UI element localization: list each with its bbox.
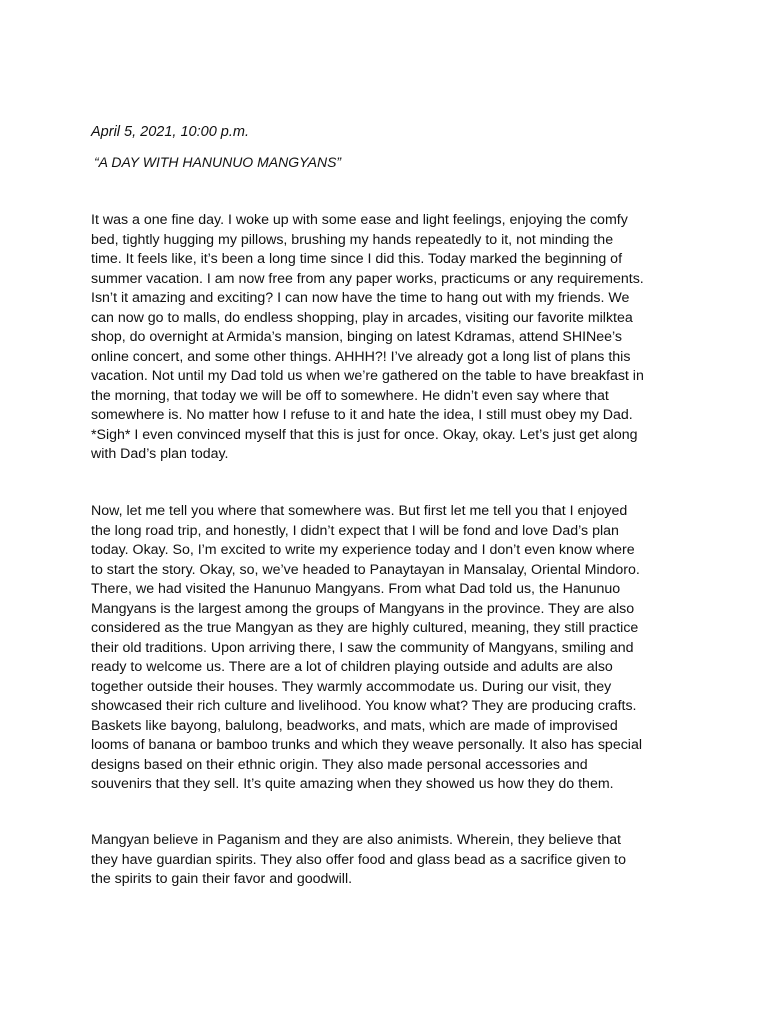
- text-line: bed, tightly hugging my pillows, brushing my hands repeatedly to it, not minding the: [91, 231, 614, 248]
- entry-title: “A DAY WITH HANUNUO MANGYANS”: [94, 154, 342, 170]
- text-line: souvenirs that they sell. It’s quite amazing when they showed us how they do them.: [91, 776, 614, 792]
- text-line: somewhere is. No matter how I refuse to it and hate the idea, I still must obey my Dad.: [91, 407, 633, 423]
- text-line: Now, let me tell you where that somewhere was. But first let me tell you that I enjoyed: [91, 503, 628, 519]
- text-line: can now go to malls, do endless shopping, play in arcades, visiting our favorite milktea: [91, 309, 633, 326]
- text-line: the spirits to gain their favor and goodwill.: [91, 871, 353, 887]
- text-line: Isn’t it amazing and exciting? I can now have the time to hang out with my friends. We: [91, 290, 630, 306]
- text-line: shop, do overnight at Armida’s mansion, binging on latest Kdramas, attend SHINee’s: [91, 329, 623, 345]
- text-line: showcased their rich culture and livelihood. You know what? They are producing crafts.: [91, 698, 637, 714]
- paragraph-3: [91, 831, 691, 890]
- entry-date: April 5, 2021, 10:00 p.m.: [91, 124, 249, 140]
- paragraph-2: [91, 502, 691, 795]
- text-line: the morning, that today we will be off to somewhere. He didn’t even say where that: [91, 387, 609, 404]
- text-line: they have guardian spirits. They also offer food and glass bead as a sacrifice given to: [91, 851, 626, 868]
- text-line: summer vacation. I am now free from any paper works, practicums or any requirements.: [91, 270, 644, 287]
- text-line: *Sigh* I even convinced myself that this is just for once. Okay, okay. Let’s just get along: [91, 426, 638, 443]
- text-line: time. It feels like, it’s been a long time since I did this. Today marked the beginning of: [91, 251, 623, 267]
- text-line: their old traditions. Upon arriving there, I saw the community of Mangyans, smiling and: [91, 639, 634, 656]
- text-line: looms of banana or bamboo trunks and which they weave personally. It also has special: [91, 737, 642, 753]
- text-line: There, we had visited the Hanunuo Mangyans. From what Dad told us, the Hanunuo: [91, 581, 621, 597]
- text-line: It was a one fine day. I woke up with some ease and light feelings, enjoying the comfy: [91, 212, 628, 228]
- text-line: vacation. Not until my Dad told us when we’re gathered on the table to have breakfast in: [91, 368, 644, 384]
- text-line: designs based on their ethnic origin. They also made personal accessories and: [91, 756, 588, 773]
- text-line: the long road trip, and honestly, I didn’t expect that I will be fond and love Dad’s plan: [91, 522, 619, 539]
- text-line: today. Okay. So, I’m excited to write my experience today and I don’t even know where: [91, 542, 635, 558]
- text-line: to start the story. Okay, so, we’ve headed to Panaytayan in Mansalay, Oriental Mindoro.: [91, 561, 640, 578]
- text-line: Baskets like bayong, balulong, beadworks, and mats, which are made of improvised: [91, 717, 618, 734]
- text-line: considered as the true Mangyan as they are highly cultured, meaning, they still practice: [91, 620, 639, 636]
- paragraph-1: [91, 211, 691, 465]
- text-line: together outside their houses. They warmly accommodate us. During our visit, they: [91, 678, 612, 695]
- text-line: online concert, and some other things. AHHH?! I’ve already got a long list of plans this: [91, 348, 631, 365]
- text-line: with Dad’s plan today.: [91, 446, 229, 462]
- text-line: Mangyan believe in Paganism and they are also animists. Wherein, they believe that: [91, 832, 621, 848]
- text-line: Mangyans is the largest among the groups of Mangyans in the province. They are also: [91, 600, 635, 617]
- text-line: ready to welcome us. There are a lot of children playing outside and adults are also: [91, 659, 613, 675]
